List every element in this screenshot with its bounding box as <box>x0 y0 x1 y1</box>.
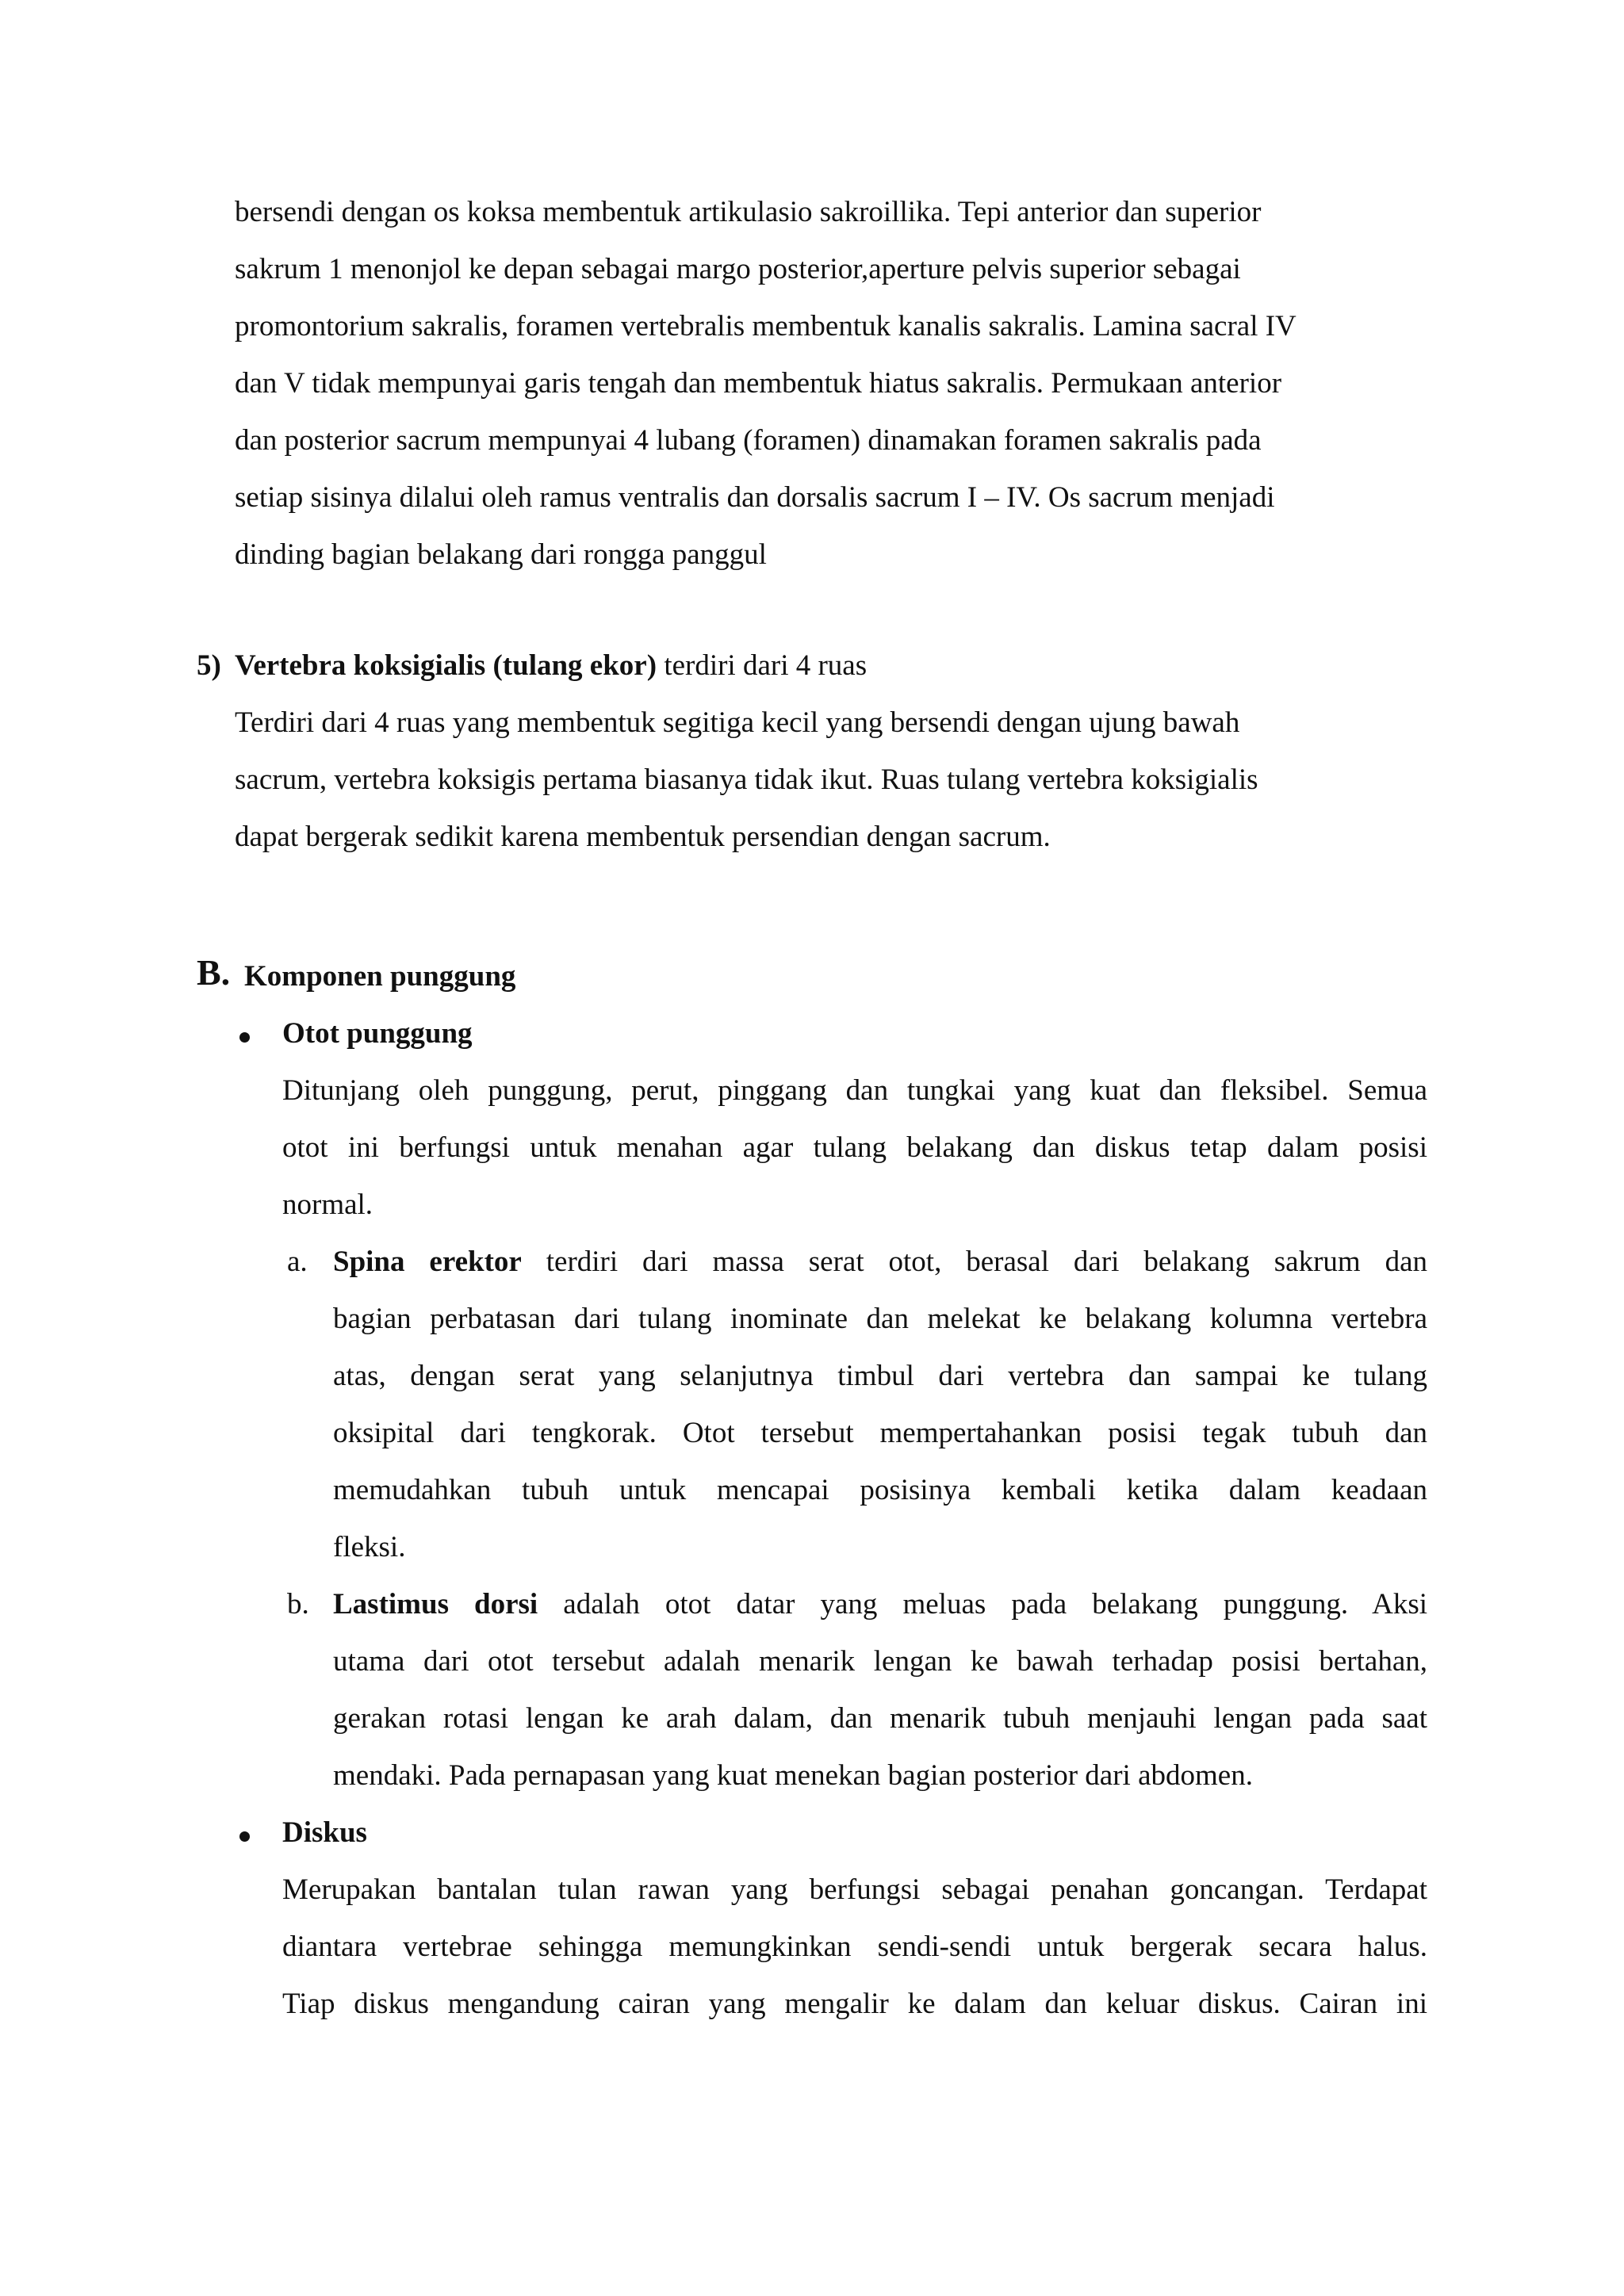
text-line: setiap sisinya dilalui oleh ramus ventralis dan dorsalis sacrum I – IV. Os sacrum menjadi <box>235 481 1275 514</box>
text-line: Merupakan bantalan tulan rawan yang berfungsi sebagai penahan goncangan. Terdapat <box>282 1873 1427 1906</box>
text-line: bagian perbatasan dari tulang inominate dan melekat ke belakang kolumna vertebra <box>333 1303 1427 1335</box>
text-line: fleksi. <box>333 1531 406 1563</box>
bullet-title: Diskus <box>282 1816 367 1849</box>
sub-first-rest: terdiri dari massa serat otot, berasal dari belakang sakrum dan <box>521 1246 1428 1278</box>
sub-marker: b. <box>287 1588 309 1621</box>
sub-first-rest: adalah otot datar yang meluas pada belakang punggung. Aksi <box>538 1588 1428 1621</box>
text-line: utama dari otot tersebut adalah menarik lengan ke bawah terhadap posisi bertahan, <box>333 1645 1427 1678</box>
bullet-icon <box>239 1032 250 1043</box>
text-line: bersendi dengan os koksa membentuk artikulasio sakroillika. Tepi anterior dan superior <box>235 196 1262 228</box>
sub-first-line <box>333 1587 1427 1621</box>
text-line: promontorium sakralis, foramen vertebralis membentuk kanalis sakralis. Lamina sacral IV <box>235 310 1297 342</box>
text-line: sakrum 1 menonjol ke depan sebagai margo posterior,aperture pelvis superior sebagai <box>235 253 1241 285</box>
bullet-title: Otot punggung <box>282 1017 473 1050</box>
sub-first-line <box>333 1245 1427 1279</box>
text-line: atas, dengan serat yang selanjutnya timbul dari vertebra dan sampai ke tulang <box>333 1360 1427 1392</box>
section-letter: B. <box>197 952 231 993</box>
item-heading <box>235 649 867 683</box>
text-line: Ditunjang oleh punggung, perut, pinggang dan tungkai yang kuat dan fleksibel. Semua <box>282 1074 1427 1107</box>
sub-title-bold: Lastimus dorsi <box>333 1588 538 1621</box>
text-line: dan V tidak mempunyai garis tengah dan membentuk hiatus sakralis. Permukaan anterior <box>235 367 1282 400</box>
text-line: Terdiri dari 4 ruas yang membentuk segitiga kecil yang bersendi dengan ujung bawah <box>235 706 1240 739</box>
item-title-bold: Vertebra koksigialis (tulang ekor) <box>235 649 657 682</box>
item-title-rest: terdiri dari 4 ruas <box>657 649 868 682</box>
text-line: otot ini berfungsi untuk menahan agar tulang belakang dan diskus tetap dalam posisi <box>282 1131 1427 1164</box>
text-line: sacrum, vertebra koksigis pertama biasanya tidak ikut. Ruas tulang vertebra koksigialis <box>235 763 1258 796</box>
text-line: oksipital dari tengkorak. Otot tersebut mempertahankan posisi tegak tubuh dan <box>333 1417 1427 1449</box>
text-line: mendaki. Pada pernapasan yang kuat menekan bagian posterior dari abdomen. <box>333 1759 1253 1792</box>
text-line: Tiap diskus mengandung cairan yang mengalir ke dalam dan keluar diskus. Cairan ini <box>282 1988 1427 2020</box>
text-line: normal. <box>282 1188 373 1221</box>
list-number: 5) <box>197 649 221 682</box>
text-line: dan posterior sacrum mempunyai 4 lubang (foramen) dinamakan foramen sakralis pada <box>235 424 1262 457</box>
section-title: Komponen punggung <box>244 960 516 993</box>
text-line: diantara vertebrae sehingga memungkinkan sendi-sendi untuk bergerak secara halus. <box>282 1931 1427 1963</box>
text-line: gerakan rotasi lengan ke arah dalam, dan menarik tubuh menjauhi lengan pada saat <box>333 1702 1427 1735</box>
bullet-icon <box>239 1831 250 1842</box>
text-line: memudahkan tubuh untuk mencapai posisinya kembali ketika dalam keadaan <box>333 1474 1427 1506</box>
sub-title-bold: Spina erektor <box>333 1246 522 1278</box>
text-line: dapat bergerak sedikit karena membentuk persendian dengan sacrum. <box>235 821 1051 853</box>
text-line: dinding bagian belakang dari rongga panggul <box>235 538 767 571</box>
sub-marker: a. <box>287 1246 308 1278</box>
